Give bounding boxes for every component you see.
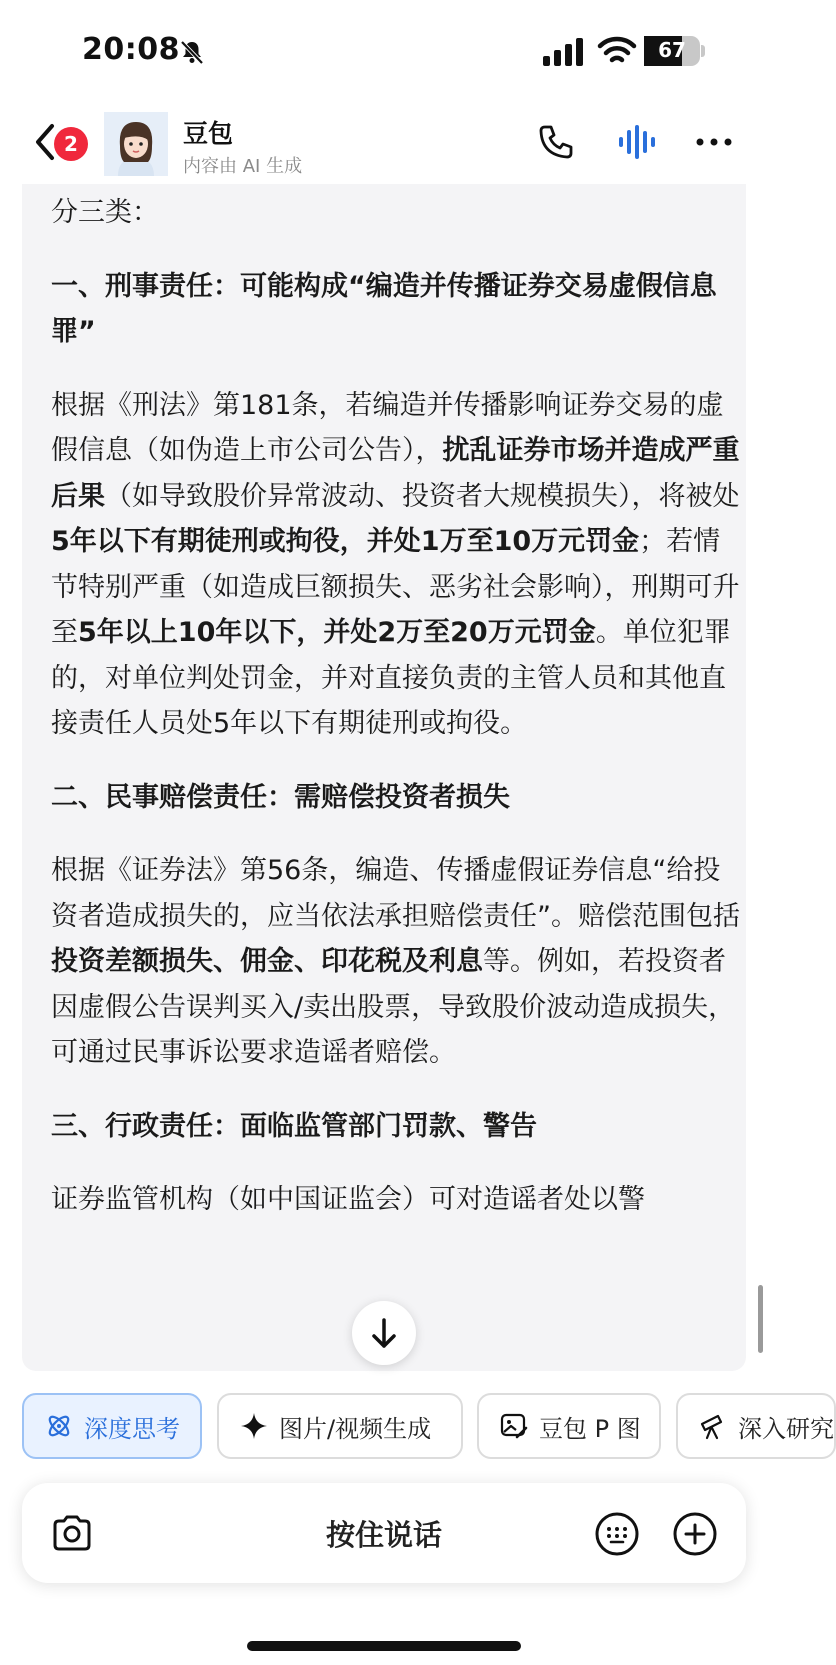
chip-image-video-gen[interactable] <box>217 1393 463 1459</box>
text-run: 证券监管机构（如中国证监会）可对造谣者处以警 <box>51 1184 645 1215</box>
cellular-signal-icon <box>543 38 585 66</box>
status-time: 20:08 <box>82 32 180 67</box>
battery-icon <box>644 36 700 66</box>
unread-badge: 2 <box>54 127 88 161</box>
bot-name: 豆包 <box>183 119 234 148</box>
atom-icon <box>44 1411 74 1441</box>
chat-header <box>0 100 768 184</box>
section-paragraph <box>51 1177 741 1223</box>
chip-label: 深度思考 <box>84 1414 180 1443</box>
bold-text: 投资差额损失、佣金、印花税及利息 <box>51 946 483 977</box>
more-options-icon[interactable] <box>694 122 734 162</box>
add-icon[interactable] <box>672 1511 718 1557</box>
chip-label: 豆包 P 图 <box>539 1414 641 1443</box>
avatar-portrait-icon <box>104 112 168 176</box>
section-heading: 二、民事赔偿责任：需赔偿投资者损失 <box>51 781 510 813</box>
scroll-to-bottom-button[interactable] <box>352 1301 416 1365</box>
voice-wave-icon[interactable] <box>616 122 656 162</box>
message-content <box>51 190 741 1251</box>
battery-tip <box>701 45 705 57</box>
chip-p-image[interactable] <box>477 1393 661 1459</box>
text-run: 等。例如，若投资者因虚假公告误判买入/卖出股票，导致股价波动造成损失，可通过民事诉讼要求造谣者赔偿。 <box>51 946 736 1068</box>
wifi-icon <box>598 36 636 66</box>
text-run: 根据《刑法》第181条，若编造并传播影响证券交易的虚假信息（如伪造上市公司公告）， <box>51 389 724 466</box>
feature-chips <box>0 1371 834 1481</box>
bold-text: 5年以下有期徒刑或拘役，并处1万至10万元罚金 <box>51 526 640 557</box>
chip-deep-think[interactable] <box>22 1393 202 1459</box>
home-indicator <box>247 1641 521 1651</box>
status-bar <box>0 0 768 100</box>
text-run: （如导致股价异常波动、投资者大规模损失），将被处 <box>105 480 740 512</box>
section-paragraph <box>51 848 741 1076</box>
arrow-down-icon <box>352 1301 416 1365</box>
section-paragraph <box>51 383 741 747</box>
battery-level: 67 <box>658 38 686 62</box>
hold-to-talk-button[interactable]: 按住说话 <box>325 1518 442 1552</box>
scrollbar[interactable] <box>758 1285 763 1353</box>
text-run: ；若情节特别严重（如造成巨额损失、恶劣社会影响），刑期可升至 <box>51 526 740 648</box>
message-intro: 分三类： <box>51 197 159 228</box>
phone-icon[interactable] <box>536 122 576 162</box>
telescope-icon <box>698 1411 728 1441</box>
chip-label: 图片/视频生成 <box>279 1414 432 1443</box>
ai-generated-label: 内容由 AI 生成 <box>183 156 303 177</box>
text-run: 根据《证券法》第56条，编造、传播虚假证券信息“给投资者造成损失的，应当依法承担赔偿责任”。赔偿范围包括 <box>51 855 740 932</box>
avatar[interactable] <box>104 112 168 176</box>
section-heading: 一、刑事责任：可能构成“编造并传播证券交易虚假信息罪” <box>51 270 717 347</box>
input-bar <box>22 1483 746 1583</box>
assistant-message <box>22 184 746 1371</box>
text-run: 。单位犯罪的，对单位判处罚金，并对直接负责的主管人员和其他直接责任人员处5年以下有期徒刑或拘役。 <box>51 617 731 739</box>
bold-text: 扰乱证券市场并造成严重后果 <box>51 435 740 512</box>
bell-muted-icon <box>178 38 206 66</box>
bold-text: 5年以上10年以下，并处2万至20万元罚金 <box>78 617 596 648</box>
chip-deep-research[interactable] <box>676 1393 836 1459</box>
keyboard-icon[interactable] <box>594 1511 640 1557</box>
section-heading: 三、行政责任：面临监管部门罚款、警告 <box>51 1110 537 1142</box>
sparkle-icon <box>239 1411 269 1441</box>
chip-label: 深入研究 <box>738 1414 834 1443</box>
image-edit-icon <box>499 1411 529 1441</box>
